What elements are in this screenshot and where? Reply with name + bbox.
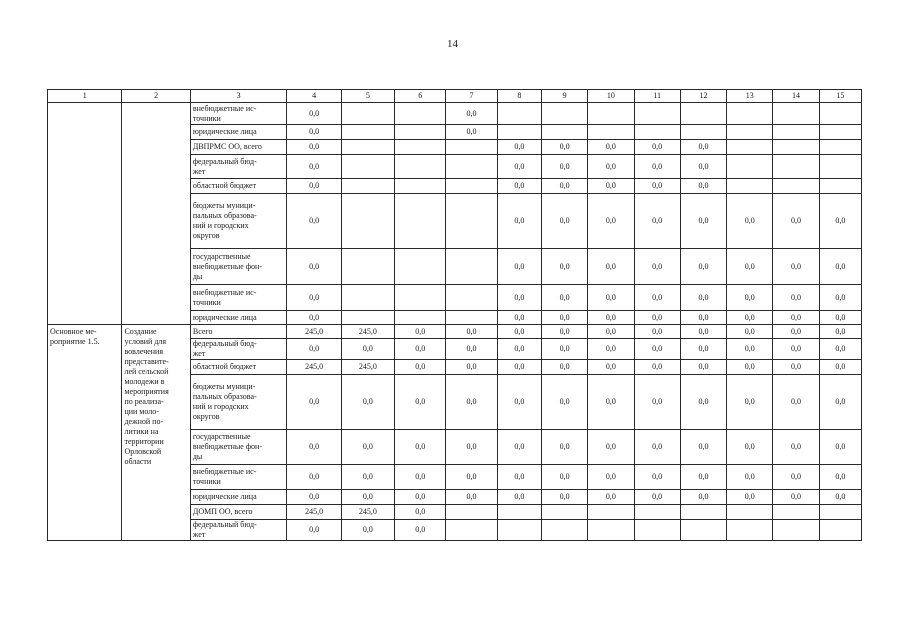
- funding-source-cell: внебюджетные ис- точники: [190, 103, 287, 125]
- value-cell: 0,0: [680, 155, 726, 179]
- value-cell: 0,0: [287, 465, 341, 490]
- value-cell: 0,0: [773, 360, 819, 375]
- value-cell: 0,0: [727, 249, 773, 285]
- value-cell: [341, 103, 394, 125]
- value-cell: 0,0: [819, 194, 861, 249]
- funding-source-cell: бюджеты муници- пальных образова- ний и городских округов: [190, 375, 287, 430]
- value-cell: 0,0: [287, 103, 341, 125]
- value-cell: 245,0: [341, 505, 394, 520]
- value-cell: 0,0: [588, 155, 634, 179]
- header-cell: 15: [819, 90, 861, 103]
- value-cell: [819, 103, 861, 125]
- value-cell: 0,0: [588, 179, 634, 194]
- value-cell: 0,0: [497, 179, 541, 194]
- value-cell: 0,0: [395, 360, 446, 375]
- value-cell: 0,0: [541, 375, 587, 430]
- table-row: [48, 103, 862, 125]
- value-cell: [819, 155, 861, 179]
- funding-source-cell: юридические лица: [190, 125, 287, 140]
- value-cell: 0,0: [541, 249, 587, 285]
- continued-cell: [48, 103, 122, 325]
- header-row: [48, 90, 862, 103]
- value-cell: 0,0: [395, 520, 446, 541]
- value-cell: [395, 194, 446, 249]
- value-cell: [819, 140, 861, 155]
- value-cell: [727, 520, 773, 541]
- value-cell: 0,0: [497, 285, 541, 311]
- value-cell: [819, 505, 861, 520]
- value-cell: 0,0: [588, 325, 634, 339]
- value-cell: 0,0: [497, 360, 541, 375]
- funding-source-cell: областной бюджет: [190, 360, 287, 375]
- value-cell: 245,0: [341, 360, 394, 375]
- value-cell: [395, 311, 446, 325]
- value-cell: [341, 125, 394, 140]
- value-cell: 245,0: [287, 360, 341, 375]
- value-cell: [727, 103, 773, 125]
- value-cell: [727, 505, 773, 520]
- value-cell: [773, 140, 819, 155]
- value-cell: 0,0: [819, 360, 861, 375]
- value-cell: 0,0: [819, 311, 861, 325]
- value-cell: [588, 505, 634, 520]
- value-cell: 0,0: [287, 490, 341, 505]
- value-cell: [588, 103, 634, 125]
- value-cell: 0,0: [819, 325, 861, 339]
- header-cell: 9: [541, 90, 587, 103]
- value-cell: [680, 505, 726, 520]
- value-cell: 0,0: [680, 285, 726, 311]
- value-cell: 0,0: [446, 103, 497, 125]
- value-cell: 0,0: [446, 375, 497, 430]
- value-cell: 0,0: [680, 465, 726, 490]
- value-cell: [634, 505, 680, 520]
- value-cell: [395, 179, 446, 194]
- value-cell: 0,0: [497, 140, 541, 155]
- value-cell: 0,0: [287, 520, 341, 541]
- value-cell: 0,0: [341, 520, 394, 541]
- header-cell: 13: [727, 90, 773, 103]
- value-cell: 0,0: [727, 430, 773, 465]
- value-cell: [446, 285, 497, 311]
- funding-source-cell: государственные внебюджетные фон- ды: [190, 430, 287, 465]
- value-cell: [446, 194, 497, 249]
- activity-name-cell: Основное ме- роприятие 1.5.: [48, 325, 122, 541]
- value-cell: 0,0: [773, 311, 819, 325]
- value-cell: 0,0: [541, 285, 587, 311]
- value-cell: 0,0: [819, 375, 861, 430]
- value-cell: 0,0: [497, 325, 541, 339]
- value-cell: [727, 140, 773, 155]
- value-cell: 0,0: [634, 311, 680, 325]
- value-cell: 245,0: [287, 325, 341, 339]
- value-cell: 0,0: [588, 430, 634, 465]
- value-cell: [395, 140, 446, 155]
- header-cell: 6: [395, 90, 446, 103]
- value-cell: 0,0: [341, 375, 394, 430]
- value-cell: 0,0: [395, 430, 446, 465]
- value-cell: 0,0: [819, 490, 861, 505]
- value-cell: 0,0: [287, 430, 341, 465]
- value-cell: [773, 505, 819, 520]
- value-cell: 0,0: [634, 285, 680, 311]
- value-cell: [341, 249, 394, 285]
- value-cell: [446, 140, 497, 155]
- value-cell: 0,0: [497, 465, 541, 490]
- value-cell: [727, 155, 773, 179]
- value-cell: [634, 103, 680, 125]
- value-cell: [341, 155, 394, 179]
- funding-source-cell: бюджеты муници- пальных образова- ний и городских округов: [190, 194, 287, 249]
- value-cell: 0,0: [541, 430, 587, 465]
- value-cell: 0,0: [680, 140, 726, 155]
- value-cell: 0,0: [819, 285, 861, 311]
- value-cell: [497, 125, 541, 140]
- value-cell: 0,0: [727, 339, 773, 360]
- value-cell: 0,0: [727, 465, 773, 490]
- value-cell: 0,0: [395, 339, 446, 360]
- value-cell: [727, 179, 773, 194]
- value-cell: 0,0: [588, 249, 634, 285]
- value-cell: 0,0: [541, 311, 587, 325]
- header-cell: 10: [588, 90, 634, 103]
- value-cell: 0,0: [588, 490, 634, 505]
- value-cell: [395, 285, 446, 311]
- value-cell: 0,0: [634, 155, 680, 179]
- value-cell: 0,0: [773, 339, 819, 360]
- value-cell: 0,0: [341, 490, 394, 505]
- value-cell: 245,0: [341, 325, 394, 339]
- value-cell: 0,0: [446, 465, 497, 490]
- value-cell: 0,0: [541, 179, 587, 194]
- value-cell: 0,0: [680, 339, 726, 360]
- value-cell: 0,0: [727, 360, 773, 375]
- value-cell: 0,0: [773, 285, 819, 311]
- header-cell: 4: [287, 90, 341, 103]
- value-cell: 0,0: [819, 339, 861, 360]
- value-cell: 245,0: [287, 505, 341, 520]
- value-cell: 0,0: [395, 490, 446, 505]
- value-cell: 0,0: [341, 339, 394, 360]
- value-cell: 0,0: [287, 375, 341, 430]
- budget-table: [47, 89, 862, 541]
- value-cell: [727, 125, 773, 140]
- funding-source-cell: федеральный бюд- жет: [190, 520, 287, 541]
- value-cell: 0,0: [634, 465, 680, 490]
- value-cell: [819, 125, 861, 140]
- activity-description-cell: Создание условий для вовлечения представите- лей сельской молодежи в мероприятия по реализа- ции моло- дежной по- литики на территории Орловской области: [122, 325, 190, 541]
- value-cell: [541, 125, 587, 140]
- value-cell: [341, 194, 394, 249]
- value-cell: [497, 505, 541, 520]
- value-cell: 0,0: [680, 179, 726, 194]
- value-cell: 0,0: [395, 375, 446, 430]
- value-cell: [446, 505, 497, 520]
- value-cell: 0,0: [287, 125, 341, 140]
- value-cell: 0,0: [588, 465, 634, 490]
- value-cell: [773, 155, 819, 179]
- value-cell: [341, 179, 394, 194]
- value-cell: [446, 249, 497, 285]
- value-cell: [680, 125, 726, 140]
- header-cell: 2: [122, 90, 190, 103]
- value-cell: 0,0: [727, 285, 773, 311]
- value-cell: 0,0: [541, 194, 587, 249]
- page-number: 14: [447, 38, 458, 50]
- value-cell: [680, 103, 726, 125]
- value-cell: 0,0: [287, 339, 341, 360]
- value-cell: [773, 520, 819, 541]
- value-cell: 0,0: [773, 465, 819, 490]
- value-cell: 0,0: [497, 155, 541, 179]
- value-cell: [341, 285, 394, 311]
- value-cell: 0,0: [727, 375, 773, 430]
- value-cell: 0,0: [680, 325, 726, 339]
- value-cell: [446, 179, 497, 194]
- value-cell: [773, 103, 819, 125]
- value-cell: 0,0: [588, 285, 634, 311]
- table-row: [48, 325, 862, 339]
- value-cell: 0,0: [773, 430, 819, 465]
- value-cell: [773, 179, 819, 194]
- value-cell: 0,0: [541, 339, 587, 360]
- value-cell: 0,0: [341, 430, 394, 465]
- value-cell: 0,0: [634, 360, 680, 375]
- funding-source-cell: ДВПРМС ОО, всего: [190, 140, 287, 155]
- value-cell: 0,0: [287, 249, 341, 285]
- value-cell: 0,0: [497, 339, 541, 360]
- value-cell: 0,0: [727, 325, 773, 339]
- value-cell: [541, 520, 587, 541]
- funding-source-cell: федеральный бюд- жет: [190, 155, 287, 179]
- value-cell: [446, 155, 497, 179]
- value-cell: [395, 125, 446, 140]
- value-cell: 0,0: [395, 465, 446, 490]
- header-cell: 5: [341, 90, 394, 103]
- value-cell: 0,0: [680, 490, 726, 505]
- funding-source-cell: ДОМП ОО, всего: [190, 505, 287, 520]
- value-cell: 0,0: [588, 375, 634, 430]
- value-cell: [446, 311, 497, 325]
- header-cell: 8: [497, 90, 541, 103]
- value-cell: 0,0: [497, 375, 541, 430]
- continued-cell: [122, 103, 190, 325]
- value-cell: 0,0: [634, 325, 680, 339]
- value-cell: 0,0: [497, 490, 541, 505]
- value-cell: 0,0: [634, 179, 680, 194]
- value-cell: 0,0: [680, 360, 726, 375]
- value-cell: 0,0: [680, 375, 726, 430]
- value-cell: 0,0: [634, 249, 680, 285]
- value-cell: 0,0: [541, 360, 587, 375]
- value-cell: 0,0: [287, 285, 341, 311]
- value-cell: 0,0: [541, 465, 587, 490]
- value-cell: 0,0: [341, 465, 394, 490]
- funding-source-cell: юридические лица: [190, 311, 287, 325]
- value-cell: 0,0: [588, 311, 634, 325]
- funding-source-cell: внебюджетные ис- точники: [190, 465, 287, 490]
- value-cell: 0,0: [634, 140, 680, 155]
- value-cell: 0,0: [634, 194, 680, 249]
- value-cell: 0,0: [446, 125, 497, 140]
- funding-source-cell: юридические лица: [190, 490, 287, 505]
- value-cell: [773, 125, 819, 140]
- value-cell: 0,0: [773, 194, 819, 249]
- value-cell: 0,0: [727, 490, 773, 505]
- value-cell: [395, 103, 446, 125]
- value-cell: 0,0: [497, 430, 541, 465]
- value-cell: 0,0: [773, 325, 819, 339]
- value-cell: [819, 179, 861, 194]
- funding-source-cell: областной бюджет: [190, 179, 287, 194]
- value-cell: 0,0: [446, 360, 497, 375]
- value-cell: 0,0: [819, 249, 861, 285]
- value-cell: [541, 505, 587, 520]
- value-cell: 0,0: [727, 311, 773, 325]
- value-cell: 0,0: [446, 339, 497, 360]
- value-cell: 0,0: [588, 339, 634, 360]
- value-cell: 0,0: [541, 155, 587, 179]
- value-cell: 0,0: [497, 194, 541, 249]
- value-cell: [588, 125, 634, 140]
- value-cell: 0,0: [588, 194, 634, 249]
- value-cell: [497, 520, 541, 541]
- value-cell: 0,0: [680, 249, 726, 285]
- header-cell: 12: [680, 90, 726, 103]
- funding-source-cell: Всего: [190, 325, 287, 339]
- value-cell: 0,0: [446, 490, 497, 505]
- value-cell: 0,0: [446, 430, 497, 465]
- value-cell: [819, 520, 861, 541]
- header-cell: 11: [634, 90, 680, 103]
- value-cell: 0,0: [287, 194, 341, 249]
- header-cell: 3: [190, 90, 287, 103]
- value-cell: 0,0: [773, 490, 819, 505]
- value-cell: 0,0: [287, 311, 341, 325]
- value-cell: 0,0: [773, 249, 819, 285]
- value-cell: [395, 155, 446, 179]
- value-cell: 0,0: [541, 325, 587, 339]
- value-cell: [634, 125, 680, 140]
- value-cell: 0,0: [634, 430, 680, 465]
- funding-source-cell: внебюджетные ис- точники: [190, 285, 287, 311]
- value-cell: 0,0: [395, 325, 446, 339]
- header-cell: 7: [446, 90, 497, 103]
- value-cell: 0,0: [497, 311, 541, 325]
- funding-source-cell: федеральный бюд- жет: [190, 339, 287, 360]
- value-cell: [341, 311, 394, 325]
- value-cell: [497, 103, 541, 125]
- value-cell: 0,0: [588, 360, 634, 375]
- header-cell: 1: [48, 90, 122, 103]
- value-cell: 0,0: [773, 375, 819, 430]
- value-cell: 0,0: [541, 140, 587, 155]
- value-cell: [341, 140, 394, 155]
- value-cell: 0,0: [819, 430, 861, 465]
- value-cell: 0,0: [727, 194, 773, 249]
- value-cell: 0,0: [680, 430, 726, 465]
- value-cell: 0,0: [287, 140, 341, 155]
- value-cell: 0,0: [819, 465, 861, 490]
- funding-source-cell: государственные внебюджетные фон- ды: [190, 249, 287, 285]
- value-cell: 0,0: [588, 140, 634, 155]
- value-cell: 0,0: [680, 194, 726, 249]
- value-cell: [680, 520, 726, 541]
- value-cell: 0,0: [287, 155, 341, 179]
- header-cell: 14: [773, 90, 819, 103]
- value-cell: [395, 249, 446, 285]
- value-cell: 0,0: [634, 375, 680, 430]
- value-cell: 0,0: [634, 490, 680, 505]
- value-cell: [446, 520, 497, 541]
- value-cell: [634, 520, 680, 541]
- value-cell: 0,0: [287, 179, 341, 194]
- value-cell: 0,0: [446, 325, 497, 339]
- value-cell: [588, 520, 634, 541]
- value-cell: [541, 103, 587, 125]
- value-cell: 0,0: [680, 311, 726, 325]
- value-cell: 0,0: [497, 249, 541, 285]
- value-cell: 0,0: [634, 339, 680, 360]
- value-cell: 0,0: [541, 490, 587, 505]
- value-cell: 0,0: [395, 505, 446, 520]
